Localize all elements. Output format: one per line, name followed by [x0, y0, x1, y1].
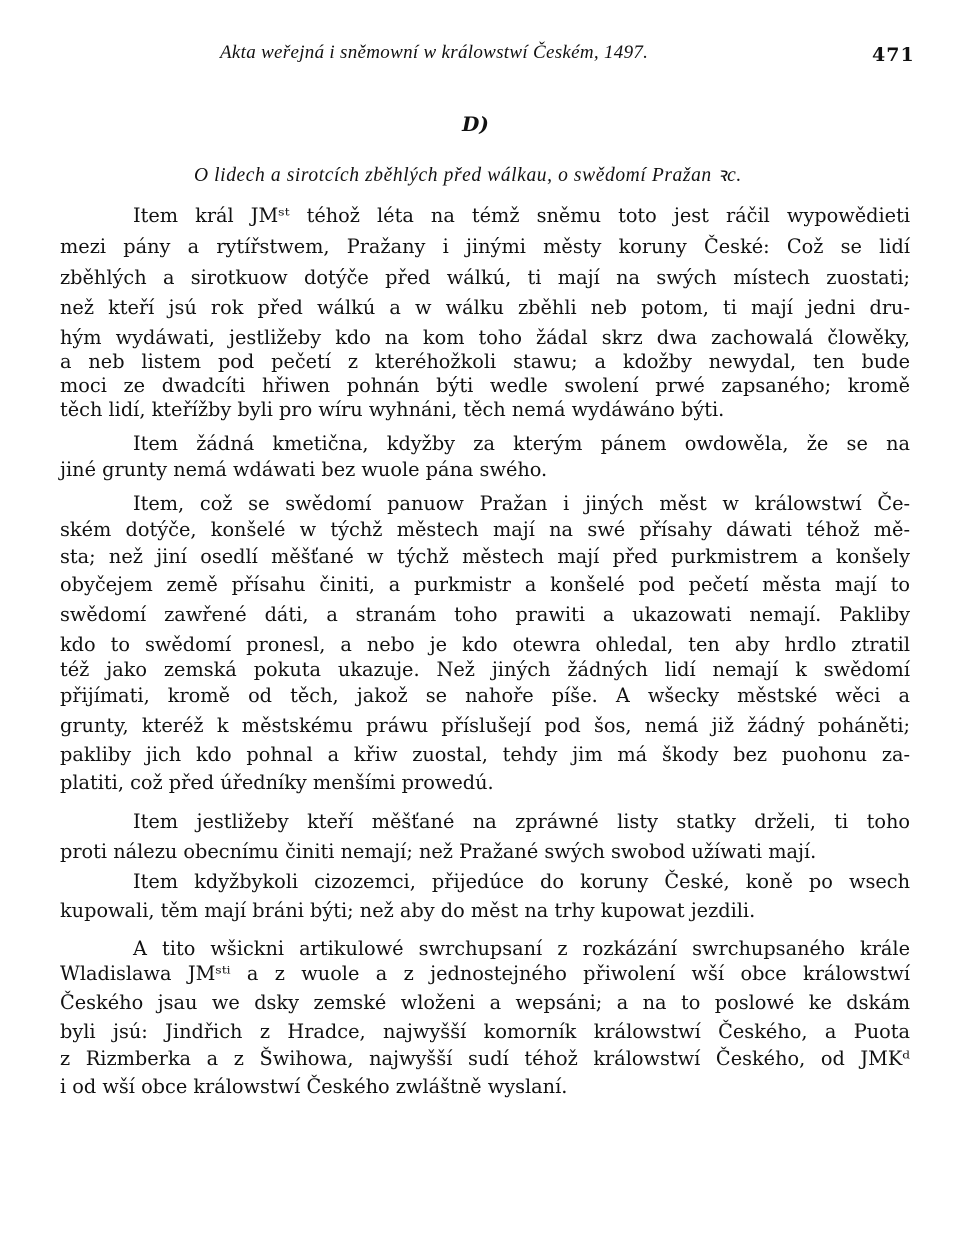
text-line: platiti, což před úředníky menšími prowedú.	[60, 771, 494, 794]
text-line: jiné grunty nemá wdáwati bez wuole pána swého.	[60, 458, 548, 481]
text-line: a neb listem pod pečetí z kteréhožkoli stawu; a kdožby newydal, ten bude	[60, 350, 910, 373]
page-number: 471	[872, 44, 915, 66]
text-line: kdo to swědomí pronesl, a nebo je kdo otewra ohledal, ten aby hrdlo ztratil	[60, 633, 910, 656]
text-line: hým wydáwati, jestližeby kdo na kom toho žádal skrz dwa zachowalá člowěky,	[60, 326, 910, 349]
section-title: O lidech a sirotcích zběhlých před wálkau, o swědomí Pražan ꝛc.	[194, 165, 742, 186]
text-line: pakliby jich kdo pohnal a křiw zuostal, tehdy jim má škody bez puohonu za-	[60, 743, 910, 766]
text-line: též jako zemská pokuta ukazuje. Než jiných žádných lidí nemají k swědomí	[60, 658, 910, 681]
text-line: grunty, kteréž k městskému práwu příslušejí pod šos, nemá již žádný poháněti;	[60, 714, 910, 737]
text-line: swědomí zawřené dáti, a stranám toho prawiti a ukazowati nemají. Pakliby	[60, 603, 910, 626]
text-line: Item, což se swědomí panuow Pražan i jiných měst w králowstwí Če-	[133, 492, 910, 515]
text-line: i od wší obce králowstwí Českého zwláštně wyslaní.	[60, 1075, 568, 1098]
text-line: proti nálezu obecnímu činiti nemají; než Pražané swých swobod užíwati mají.	[60, 840, 817, 863]
text-line: z Rizmberka a z Šwihowa, najwyšší sudí téhož králowstwí Českého, od JMKᵈ	[60, 1047, 910, 1070]
text-line: Item jestližeby kteří měšťané na zpráwné listy statky drželi, ti toho	[133, 810, 910, 833]
text-line: Item žádná kmetična, kdyžby za kterým pánem owdowěla, že se na	[133, 432, 910, 455]
text-line: těch lidí, kteřížby byli pro wíru wyhnáni, těch nemá wydáwáno býti.	[60, 398, 725, 421]
section-mark: D)	[462, 112, 489, 136]
text-line: Item kdyžbykoli cizozemci, přijedúce do koruny České, koně po wsech	[133, 870, 910, 893]
text-line: Item král JMˢᵗ téhož léta na témž sněmu toto jest ráčil wypowědieti	[133, 204, 910, 227]
text-line: mezi pány a rytířstwem, Pražany i jinými městy koruny České: Což se lidí	[60, 235, 910, 258]
text-line: kupowali, těm mají bráni býti; než aby do měst na trhy kupowat jezdili.	[60, 899, 756, 922]
text-line: sta; než jiní osedlí měšťané w týchž městech mají před purkmistrem a konšely	[60, 545, 910, 568]
text-line: byli jsú: Jindřich z Hradce, najwyšší komorník králowstwí Českého, a Puota	[60, 1020, 910, 1043]
text-line: zběhlých a sirotkuow dotýče před wálkú, ti mají na swých místech zuostati;	[60, 266, 910, 289]
text-line: přijímati, kromě od těch, jakož se nahoře píše. A wšecky městské wěci a	[60, 684, 910, 707]
text-line: moci ze dwadcíti hřiwen pohnán býti wedle swolení prwé zapsaného; kromě	[60, 374, 910, 397]
text-line: A tito wšicknі artikulowé swrchupsaní z rozkázání swrchupsaného krále	[133, 937, 910, 960]
text-line: Českého jsau we dsky zemské wloženi a wepsáni; a na to poslowé ke dskám	[60, 991, 910, 1014]
running-head: Akta weřejná i sněmowní w králowstwí Českém, 1497.	[220, 42, 649, 63]
text-line: ském dotýče, konšelé w týchž městech mají na swé přísahy dáwati téhož mě-	[60, 518, 910, 541]
text-line: obyčejem země přísahu činiti, a purkmistr a konšelé pod pečetí města mají to	[60, 573, 910, 596]
text-line: Wladislawa JMˢᵗⁱ a z wuole a z jednostejného přiwolení wší obce králowstwí	[60, 962, 910, 985]
text-line: než kteří jsú rok před wálkú a w wálku zběhli neb potom, ti mají jedni dru-	[60, 296, 910, 319]
